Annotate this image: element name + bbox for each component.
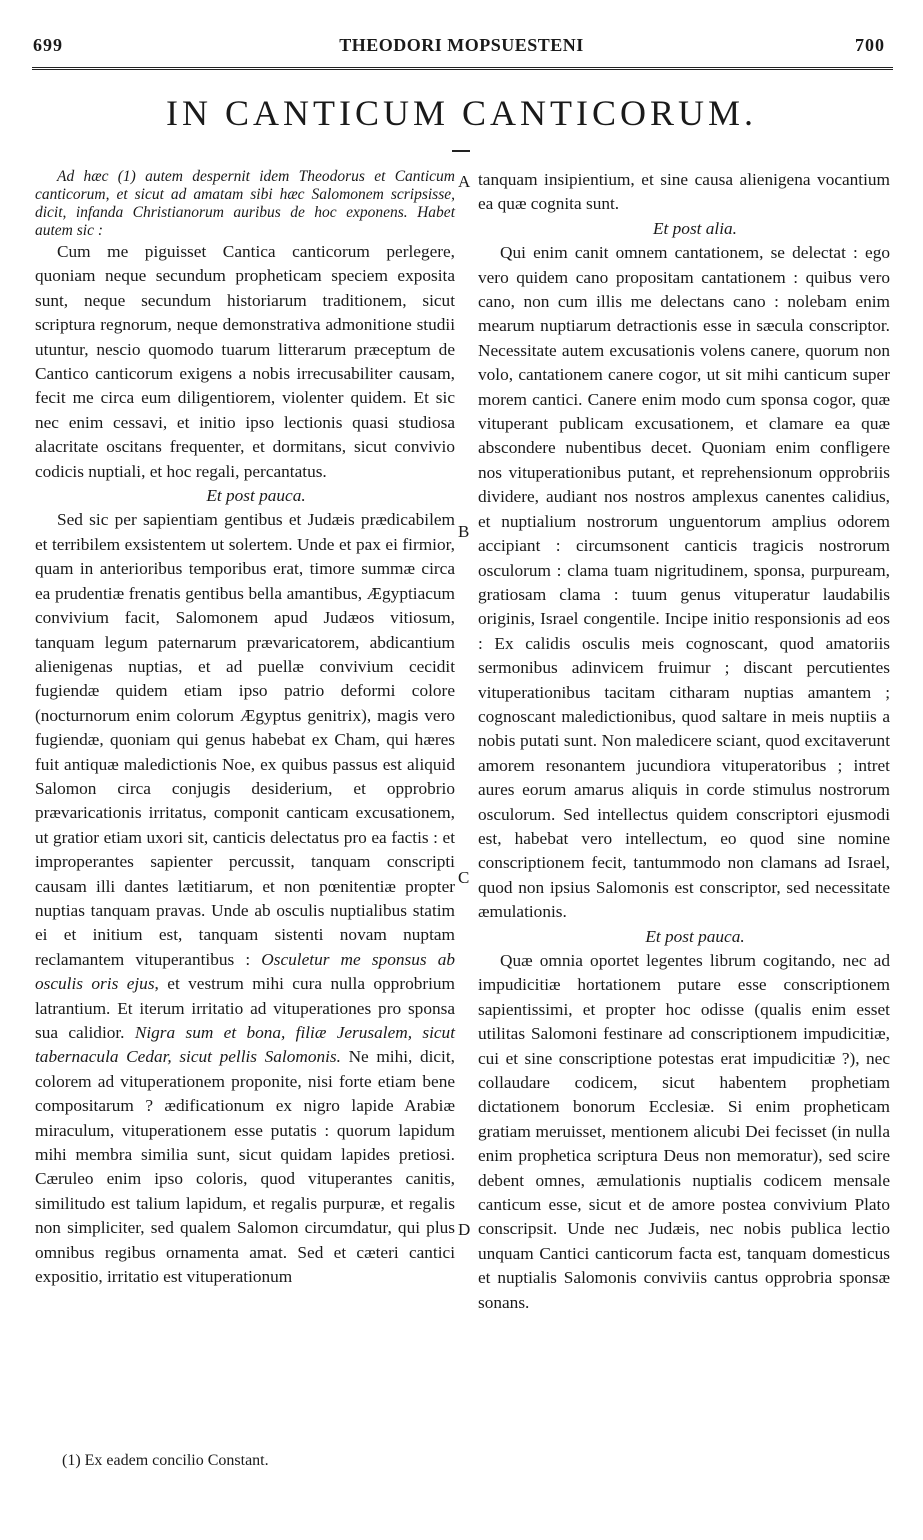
intro-note: Ad hæc (1) autem despernit idem Theodorus et Canticum canticorum, et sicut ad amatam sibi hæc Salomonem scripsisse, dicit, infanda Christianorum auribus de hoc exponens. Habet autem sic :: [35, 168, 455, 239]
header-rule: [32, 67, 893, 72]
running-title: THEODORI MOPSUESTENI: [339, 35, 584, 55]
margin-letter: B: [458, 522, 470, 541]
subheading: Et post pauca.: [645, 926, 745, 946]
margin-letter: A: [458, 172, 471, 191]
left-column: [35, 168, 455, 1289]
paragraph-text: Sed sic per sapientiam gentibus et Judæis prædicabilem et terribilem exsistentem ut solertem. Unde et pax ei firmior, quam in anterioribus temporibus erat, timore summæ circa ea prudentiæ frenatis gentibus bella amantibus, Ægyptiacum convivium facit, Salomonem apud Judæos vitiosum, tanquam legum paternarum prævaricatorem, abdicantium alienigenas nuptias, et ad puellæ convivium cecidit fugiendæ quidem etiam ipso patrio deformi colore (nocturnorum enim colorum Ægyptus genitrix), magis vero fugiendæ, quoniam qui genus habebat ex Cham, qui hæres fuit antiquæ maledictionis Noe, ex quibus passus est aliquid Salomon circa conjugis desiderium, et opprobrio prævaricationis irritatus, componit canticam excusationem, ut gratior etiam uxori sit, canticis delectatus pro ea factis : et improperantes sapienter percussit, tanquam conscripti causam illi dantes lætitiarum, et non pœnitentiæ propter nuptias tanquam pravas. Unde ab osculis nuptialibus statim ei et initium est, tanquam sistenti novam nuptam reclamantem vituperantibus :: [35, 510, 455, 969]
paragraph: Qui enim canit omnem cantationem, se delectat : ego vero quidem cano propositam cantationem : quibus vero cano, non cum illis me delectans cano : nolebam enim mearum nuptiarum detractionis esse in sæcula conscriptor. Necessitate autem excusationis volens canere, quorum non volo, cantationem canere cogor, ut sit mihi canticum super morem cantici. Canere enim modo cum sponsa cogor, quæ vituperant publicam excusationem, et clamare ea quæ abscondere nubentibus decet. Quoniam enim confligere nos vituperationibus putant, et reprehensionum opprobriis dividere, audiant nos nostros amplexus canentes calidius, et nuptialium nostrorum unguentorum amplius odorem accipiant : circumsonent canticis tragicis nostrorum osculorum : clama tuam nigritudinem, sponsa, purpuream, gratiosam clama : tuum genus vituperatur laudabilis originis, Israel congentile. Incipe initio responsionis ad eos : Ex calidis osculis meis cognoscant, quod amatoriis sermonibus adinvicem fruimur ; discant percutientes vituperationibus tacitam citharam nuptias amantem ; cognoscant maledictionibus, quod saltare in meis nuptiis a nobis putati sunt. Non maledicere sciant, quod excitaverunt amorem resonantem jucundiora vituperatoribus ; intret aures eorum amarus aliquis in corde stimulus nostrorum osculorum. Sed intellectus quidem conscriptori ejusmodi est, habebat vero intellectum, eo quod sine nomine conscriptionem fecit, tantummodo non clamans ad Israel, quod non ipsius Salomonis est conscriptor, sed necessitate æmulationis.: [478, 243, 890, 922]
page-number-left: 699: [33, 35, 63, 55]
paragraph-text: Ne mihi, dicit, colorem ad vituperationem proponite, nisi forte etiam bene compositarum ? ædificationum ex nigro lapide Arabiæ miraculum, vituperationem esse putatis : quorum lapidum mihi membra similia sunt, sicut quidam lapides pretiosi. Cæruleo enim ipso coloris, quod vituperantes canitis, similitudo est talium lapidum, et regalis purpuræ, et regalis non simpliciter, sed qualem Salomon circumdatur, qui plus omnibus regibus ornamenta amat. Sed et cæteri cantici expositio, irritatio est vituperationum: [35, 1047, 455, 1287]
paragraph: [35, 508, 455, 1289]
paragraph: Cum me piguisset Cantica canticorum perlegere, quoniam neque secundum propheticam speciem exposita sunt, neque secundum historiarum traditionem, sicut scriptura regnorum, neque demonstrativa admonitione studii utuntur, nescio quomodo tuarum litterarum præceptum de Cantico canticorum exigens a nobis irrecusabiliter causam, fecit me circa eum diligentiorem, violenter quidem. Et sic nec enim cessavi, et initio ipso lectionis quasi studiosa alacritate oscitans frequenter, et dormitans, sicut convivio codicis nuptiali, et hoc regali, percantatus.: [35, 242, 455, 481]
subheading: Et post alia.: [652, 218, 737, 238]
main-title: IN CANTICUM CANTICORUM.: [165, 93, 757, 133]
page-header: [0, 0, 923, 80]
page-number-right: 700: [855, 35, 885, 55]
paragraph-text: , et vestrum mihi cura nulla opprobrium latrantium. Et iterum irritatio ad vituperationes pro sponsa sua calidior.: [35, 974, 455, 1042]
right-column: [478, 168, 890, 1315]
scripture-quote: Nigra sum et bona, filiæ Jerusalem, sicut tabernacula Cedar, sicut pellis Salomonis.: [35, 1023, 456, 1067]
margin-letter: C: [458, 868, 470, 887]
footnote: (1) Ex eadem concilio Constant.: [62, 1452, 269, 1469]
paragraph: Quæ omnia oportet legentes librum cogitando, nec ad impudicitiæ hortationem putare esse conscriptionem sapientissimi, et propter hoc odisse (qualis enim esset utilitas Salomoni festinare ad conscriptionem impudicitiæ, cui et sine conscriptione potestas erat impudicitiæ ?), nec collaudare codicem, sicut habentem prophetiam dictationem bonorum Ecclesiæ. Si enim propheticam gratiam meruisset, mentionem alicubi Dei fecisset (in nulla enim prophetica scriptura Deus non memoratur), sed scire debent omnes, æmulationis nuptialis codicem mensale canticum esse, sicut et de amore postea convivium Plato conscripsit. Unde nec Judæis, nec nobis publica lectio unquam Cantici canticorum facta est, tanquam domesticus et nuptialis Salomonis conviviis cantus opprobria sponsæ sonans.: [478, 951, 890, 1312]
paragraph: tanquam insipientium, et sine causa alienigena vocantium ea quæ cognita sunt.: [478, 170, 890, 214]
scripture-quote: Osculetur me sponsus ab osculis oris ejus: [35, 949, 455, 994]
title-divider: [452, 150, 470, 152]
subheading: Et post pauca.: [206, 486, 306, 506]
margin-letter: D: [458, 1220, 471, 1239]
